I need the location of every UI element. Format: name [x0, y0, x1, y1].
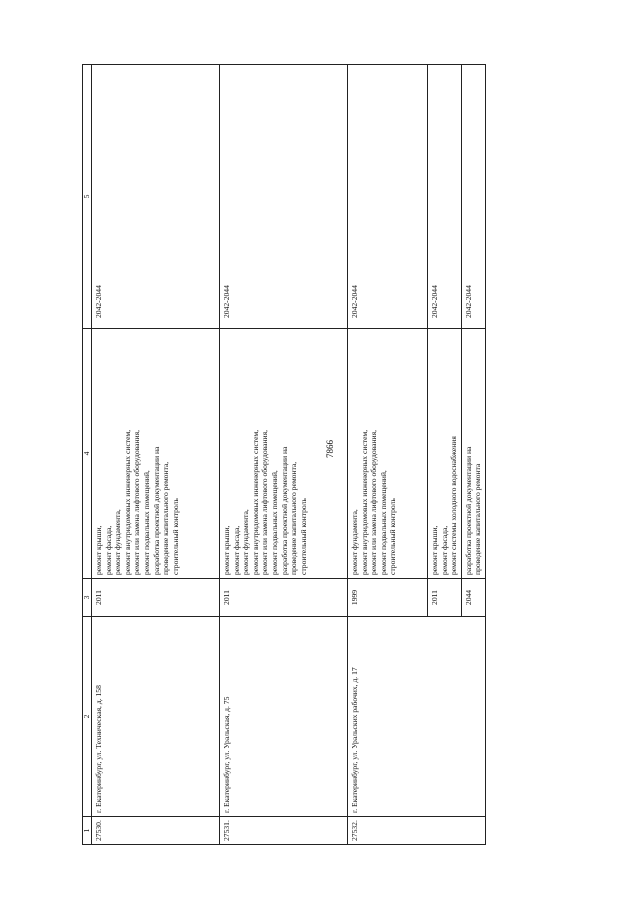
- work-item: ремонт или замена лифтового оборудования,: [132, 430, 142, 575]
- row-number: 27531.: [220, 817, 348, 845]
- works-cell: [220, 329, 348, 579]
- period-cell: 2042-2044: [348, 65, 428, 329]
- header-cell: 3: [83, 579, 92, 617]
- work-item: ремонт внутридомовых инженерных систем,: [359, 429, 369, 575]
- work-item: строительный контроль: [298, 498, 308, 575]
- work-item: ремонт фундамента,: [241, 509, 251, 575]
- work-item: ремонт подвальных помещений,: [378, 470, 388, 575]
- year-cell: 2011: [428, 579, 462, 617]
- work-item: ремонт фасада,: [231, 525, 241, 575]
- works-cell: [92, 329, 220, 579]
- works-cell: [428, 329, 462, 579]
- address-cell: г. Екатеринбург, ул. Уральских рабочих, д. 17: [348, 617, 486, 817]
- header-cell: 4: [83, 329, 92, 579]
- work-item: ремонт внутридомовых инженерных систем,: [250, 429, 260, 575]
- header-cell: 5: [83, 65, 92, 329]
- work-item: ремонт крыши,: [222, 525, 231, 575]
- period-cell: 2042-2044: [428, 65, 462, 329]
- year-cell: 2011: [220, 579, 348, 617]
- header-cell: 2: [83, 617, 92, 817]
- period-cell: 2042-2044: [92, 65, 220, 329]
- work-item: ремонт системы холодного водоснабжения: [449, 436, 459, 575]
- header-cell: 1: [83, 817, 92, 845]
- period-cell: 2042-2044: [461, 65, 485, 329]
- work-item: ремонт внутридомовых инженерных систем,: [122, 429, 132, 575]
- row-number: 27530.: [92, 817, 220, 845]
- table-row: [92, 65, 220, 845]
- work-item: проведение капитального ремонта: [473, 463, 483, 575]
- table-row: [348, 65, 428, 845]
- table-row: [220, 65, 348, 845]
- work-item: ремонт или замена лифтового оборудования,: [369, 430, 379, 575]
- year-cell: 2011: [92, 579, 220, 617]
- work-item: строительный контроль: [388, 498, 398, 575]
- work-item: разработка проектной документации на: [463, 446, 473, 575]
- work-item: проведение капитального ремонта,: [161, 461, 171, 575]
- address-cell: г. Екатеринбург, ул. Техническая, д. 158: [92, 617, 220, 817]
- work-item: ремонт подвальных помещений,: [141, 470, 151, 575]
- work-item: ремонт фундамента,: [350, 509, 359, 575]
- year-cell: 1999: [348, 579, 428, 617]
- work-item: разработка проектной документации на: [151, 446, 161, 575]
- work-item: ремонт фасада,: [439, 525, 449, 575]
- year-cell: 2044: [461, 579, 485, 617]
- rotated-table-container: [82, 65, 492, 845]
- work-item: ремонт фасада,: [103, 525, 113, 575]
- address-cell: г. Екатеринбург, ул. Уральская, д. 75: [220, 617, 348, 817]
- work-item: ремонт крыши,: [94, 525, 103, 575]
- work-item: ремонт подвальных помещений,: [269, 470, 279, 575]
- row-number: 27532.: [348, 817, 486, 845]
- works-cell: [461, 329, 485, 579]
- work-item: ремонт или замена лифтового оборудования,: [260, 430, 270, 575]
- work-item: проведение капитального ремонта,: [289, 461, 299, 575]
- work-item: ремонт крыши,: [430, 525, 439, 575]
- work-item: ремонт фундамента,: [113, 509, 123, 575]
- period-cell: 2042-2044: [220, 65, 348, 329]
- work-item: строительный контроль: [170, 498, 180, 575]
- header-row: [83, 65, 92, 845]
- work-item: разработка проектной документации на: [279, 446, 289, 575]
- repair-schedule-table: [82, 64, 486, 845]
- page-number: 7866: [325, 440, 335, 458]
- works-cell: [348, 329, 428, 579]
